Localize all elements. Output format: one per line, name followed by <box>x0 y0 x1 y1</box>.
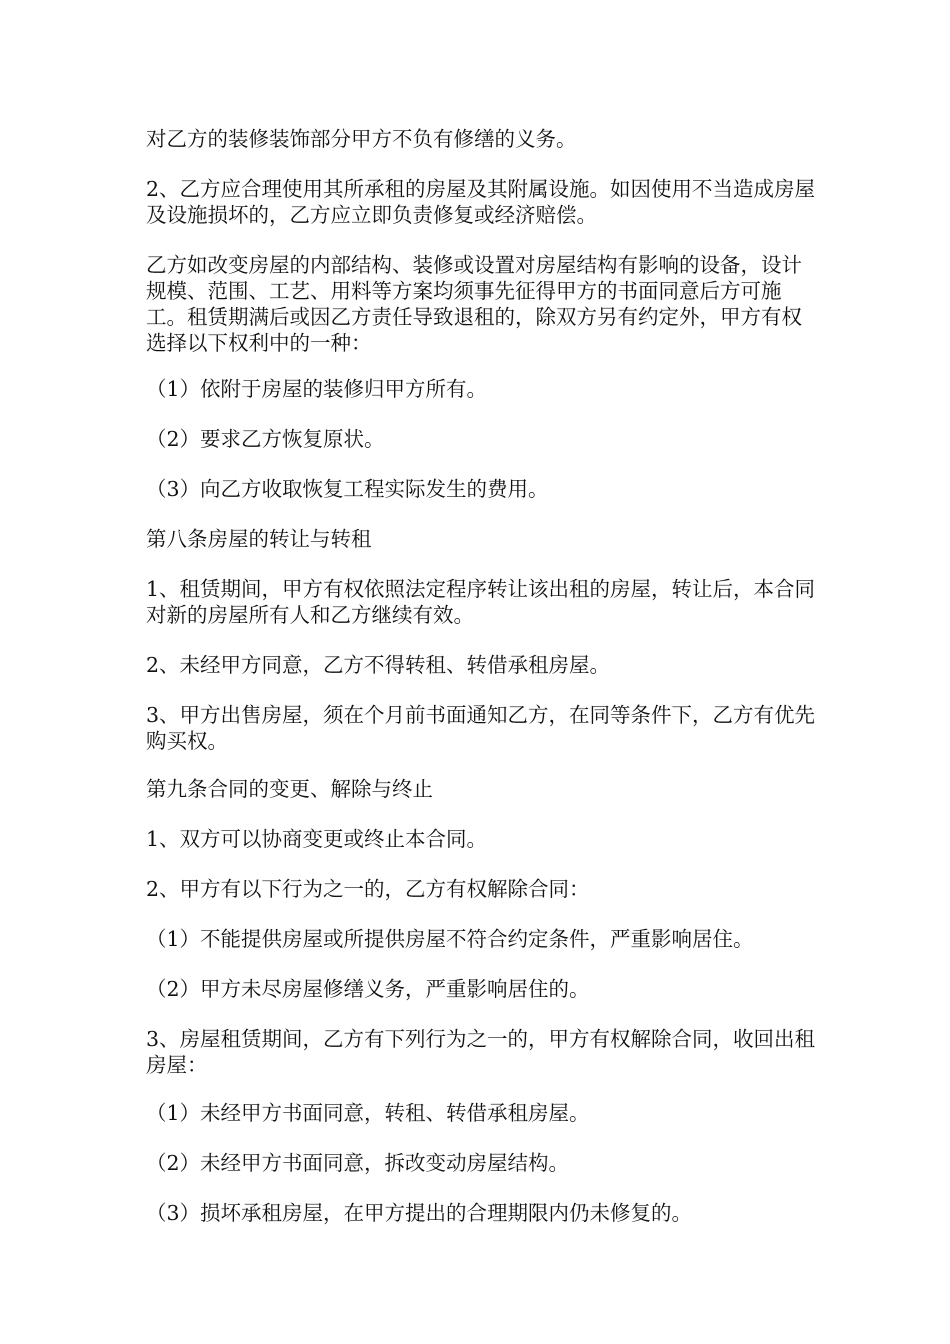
paragraph-structure-change: 乙方如改变房屋的内部结构、装修或设置对房屋结构有影响的设备，设计规模、范围、工艺、用料等方案均须事先征得甲方的书面同意后方可施工。租赁期满后或因乙方责任导致退租的，除双方另有约定外，甲方有权选择以下权利中的一种： <box>146 253 802 355</box>
paragraph-article-8-clause-2: 2、未经甲方同意，乙方不得转租、转借承租房屋。 <box>146 653 611 677</box>
paragraph-decoration-clause: 对乙方的装修装饰部分甲方不负有修缮的义务。 <box>146 127 577 151</box>
list-item-option-1: （1）依附于房屋的装修归甲方所有。 <box>146 377 488 401</box>
paragraph-article-9-clause-1: 1、双方可以协商变更或终止本合同。 <box>146 827 488 851</box>
section-heading-article-8: 第八条房屋的转让与转租 <box>146 527 372 551</box>
paragraph-article-8-clause-3: 3、甲方出售房屋，须在个月前书面通知乙方，在同等条件下，乙方有优先购买权。 <box>146 703 816 753</box>
list-item-option-2: （2）要求乙方恢复原状。 <box>146 427 385 451</box>
paragraph-article-9-clause-2: 2、甲方有以下行为之一的，乙方有权解除合同： <box>146 877 590 901</box>
section-heading-article-9: 第九条合同的变更、解除与终止 <box>146 777 433 801</box>
list-item-option-3: （3）向乙方收取恢复工程实际发生的费用。 <box>146 477 549 501</box>
list-item-lessor-breach-1: （1）不能提供房屋或所提供房屋不符合约定条件，严重影响居住。 <box>146 927 754 951</box>
list-item-lessee-breach-1: （1）未经甲方书面同意，转租、转借承租房屋。 <box>146 1101 590 1125</box>
list-item-lessee-breach-2: （2）未经甲方书面同意，拆改变动房屋结构。 <box>146 1151 570 1175</box>
paragraph-clause-2-proper-use: 2、乙方应合理使用其所承租的房屋及其附属设施。如因使用不当造成房屋及设施损坏的，乙方应立即负责修复或经济赔偿。 <box>146 177 816 227</box>
paragraph-article-9-clause-3: 3、房屋租赁期间，乙方有下列行为之一的，甲方有权解除合同，收回出租房屋： <box>146 1027 816 1077</box>
paragraph-article-8-clause-1: 1、租赁期间，甲方有权依照法定程序转让该出租的房屋，转让后，本合同对新的房屋所有人和乙方继续有效。 <box>146 577 816 627</box>
list-item-lessor-breach-2: （2）甲方未尽房屋修缮义务，严重影响居住的。 <box>146 977 590 1001</box>
list-item-lessee-breach-3: （3）损坏承租房屋，在甲方提出的合理期限内仍未修复的。 <box>146 1201 693 1225</box>
